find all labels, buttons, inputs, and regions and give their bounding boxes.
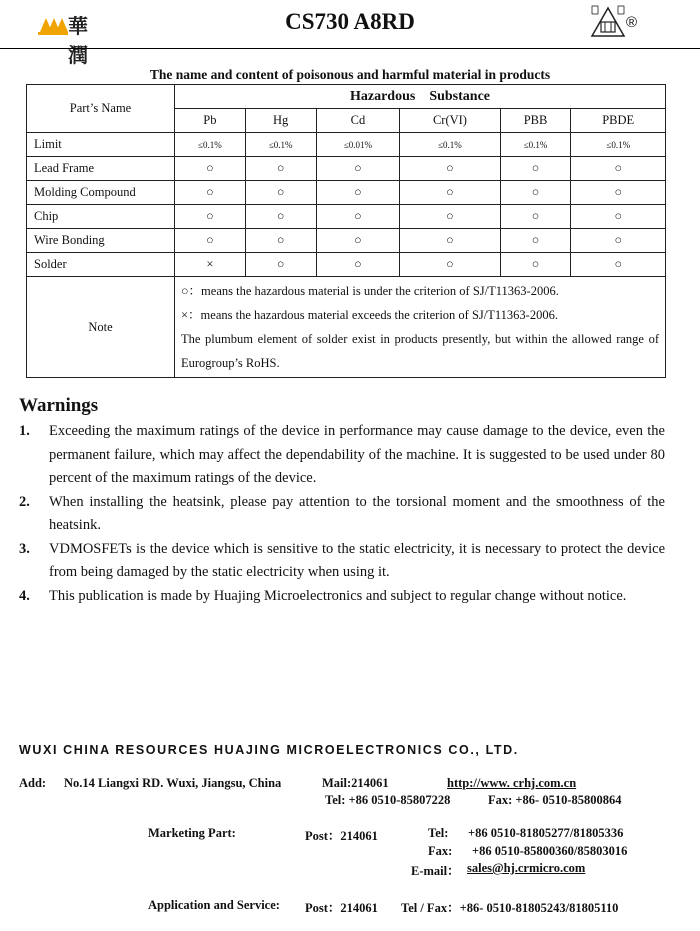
header-row bbox=[27, 85, 666, 109]
compliance-mark: ○ bbox=[175, 229, 246, 253]
list-item bbox=[19, 491, 665, 538]
table-row bbox=[27, 181, 666, 205]
compliance-mark: ○ bbox=[245, 253, 316, 277]
compliance-mark: × bbox=[175, 253, 246, 277]
substance-header: Hg bbox=[245, 109, 316, 133]
substance-header: Cr(VI) bbox=[400, 109, 500, 133]
telephone: Tel: +86 0510-85807228 bbox=[325, 793, 451, 807]
compliance-mark: ○ bbox=[316, 205, 400, 229]
part-name: Molding Compound bbox=[27, 181, 175, 205]
limit-value: ≤0.1% bbox=[400, 133, 500, 157]
compliance-mark: ○ bbox=[400, 229, 500, 253]
part-name: Wire Bonding bbox=[27, 229, 175, 253]
mail-postcode: Mail:214061 bbox=[322, 776, 389, 790]
substance-header: PBB bbox=[500, 109, 571, 133]
email-link[interactable]: sales@hj.crmicro.com bbox=[467, 861, 586, 875]
address-label: Add: bbox=[19, 776, 47, 790]
company-name: WUXI CHINA RESOURCES HUAJING MICROELECTRONICS CO., LTD. bbox=[19, 743, 519, 757]
compliance-mark: ○ bbox=[500, 181, 571, 205]
item-number: 3. bbox=[19, 540, 30, 557]
marketing-post: Post：214061 bbox=[305, 829, 378, 843]
table-row bbox=[27, 157, 666, 181]
list-item bbox=[19, 538, 665, 585]
warnings-list bbox=[19, 420, 665, 608]
substance-header: Cd bbox=[316, 109, 400, 133]
website-link[interactable]: http://www. crhj.com.cn bbox=[447, 776, 577, 790]
compliance-mark: ○ bbox=[400, 181, 500, 205]
hazardous-substance-table bbox=[26, 84, 666, 378]
document-title: CS730 A8RD bbox=[285, 9, 415, 34]
compliance-mark: ○ bbox=[175, 157, 246, 181]
compliance-mark: ○ bbox=[400, 253, 500, 277]
limit-value: ≤0.1% bbox=[245, 133, 316, 157]
compliance-mark: ○ bbox=[571, 205, 666, 229]
compliance-mark: ○ bbox=[571, 157, 666, 181]
compliance-mark: ○ bbox=[500, 253, 571, 277]
marketing-fax: +86 0510-85800360/85803016 bbox=[472, 844, 628, 858]
part-name: Lead Frame bbox=[27, 157, 175, 181]
compliance-mark: ○ bbox=[245, 229, 316, 253]
limit-value: ≤0.1% bbox=[500, 133, 571, 157]
fax: Fax: +86- 0510-85800864 bbox=[488, 793, 622, 807]
note-label: Note bbox=[27, 277, 175, 378]
limit-value: ≤0.1% bbox=[571, 133, 666, 157]
note-line: ×：means the hazardous material exceeds the criterion of SJ/T11363-2006. bbox=[181, 308, 558, 322]
service-telfax: Tel / Fax：+86- 0510-81805243/81805110 bbox=[401, 901, 619, 915]
note-line: ○：means the hazardous material is under the criterion of SJ/T11363-2006. bbox=[181, 284, 559, 298]
substance-header: Pb bbox=[175, 109, 246, 133]
item-text: This publication is made by Huajing Microelectronics and subject to regular change without notice. bbox=[49, 587, 627, 604]
compliance-mark: ○ bbox=[175, 205, 246, 229]
substance-header: PBDE bbox=[571, 109, 666, 133]
compliance-mark: ○ bbox=[500, 157, 571, 181]
table-row bbox=[27, 229, 666, 253]
part-name-header: Part’s Name bbox=[27, 85, 175, 133]
item-number: 1. bbox=[19, 423, 30, 439]
compliance-mark: ○ bbox=[500, 229, 571, 253]
list-item bbox=[19, 585, 665, 609]
list-item bbox=[19, 420, 665, 491]
header-rule bbox=[0, 48, 700, 49]
warnings-heading: Warnings bbox=[19, 395, 99, 416]
table-title: The name and content of poisonous and harmful material in products bbox=[149, 67, 551, 82]
compliance-mark: ○ bbox=[400, 157, 500, 181]
item-number: 4. bbox=[19, 587, 30, 604]
table-row bbox=[27, 205, 666, 229]
compliance-mark: ○ bbox=[571, 253, 666, 277]
limit-value: ≤0.1% bbox=[175, 133, 246, 157]
marketing-fax-label: Fax: bbox=[428, 844, 453, 858]
logo-text: 華潤 bbox=[68, 14, 88, 67]
compliance-mark: ○ bbox=[175, 181, 246, 205]
email-label: E-mail： bbox=[411, 864, 460, 878]
address: No.14 Liangxi RD. Wuxi, Jiangsu, China bbox=[64, 776, 282, 790]
note-content bbox=[175, 277, 666, 378]
item-number: 2. bbox=[19, 493, 30, 510]
hazardous-substance-header: Hazardous Substance bbox=[175, 85, 666, 109]
limit-label: Limit bbox=[27, 133, 175, 157]
marketing-label: Marketing Part: bbox=[148, 826, 236, 840]
compliance-mark: ○ bbox=[245, 181, 316, 205]
certification-mark-icon bbox=[588, 4, 628, 40]
marketing-tel: +86 0510-81805277/81805336 bbox=[468, 826, 624, 840]
service-post: Post：214061 bbox=[305, 901, 378, 915]
compliance-mark: ○ bbox=[316, 253, 400, 277]
compliance-mark: ○ bbox=[316, 157, 400, 181]
compliance-mark: ○ bbox=[400, 205, 500, 229]
item-text: When installing the heatsink, please pay attention to the torsional moment and the smoothness of the heatsink. bbox=[49, 493, 665, 533]
compliance-mark: ○ bbox=[316, 229, 400, 253]
part-name: Chip bbox=[27, 205, 175, 229]
limit-row bbox=[27, 133, 666, 157]
compliance-mark: ○ bbox=[316, 181, 400, 205]
compliance-mark: ○ bbox=[500, 205, 571, 229]
part-name: Solder bbox=[27, 253, 175, 277]
compliance-mark: ○ bbox=[571, 181, 666, 205]
item-text: VDMOSFETs is the device which is sensitive to the static electricity, it is necessary to protect the device from being damaged by the static electricity when using it. bbox=[49, 540, 665, 580]
compliance-mark: ○ bbox=[245, 205, 316, 229]
note-row bbox=[27, 277, 666, 378]
item-text: Exceeding the maximum ratings of the device in performance may cause damage to the device, even the permanent failure, which may affect the dependability of the machine. It is suggested to be used under 80 percent of the maximum ratings of the device. bbox=[49, 423, 665, 486]
limit-value: ≤0.01% bbox=[316, 133, 400, 157]
marketing-tel-label: Tel: bbox=[428, 826, 449, 840]
note-line: The plumbum element of solder exist in products presently, but within the allowed range of Eurogroup’s RoHS. bbox=[181, 332, 659, 370]
compliance-mark: ○ bbox=[571, 229, 666, 253]
table-row bbox=[27, 253, 666, 277]
compliance-mark: ○ bbox=[245, 157, 316, 181]
registered-mark: ® bbox=[626, 14, 638, 31]
service-label: Application and Service: bbox=[148, 898, 280, 912]
